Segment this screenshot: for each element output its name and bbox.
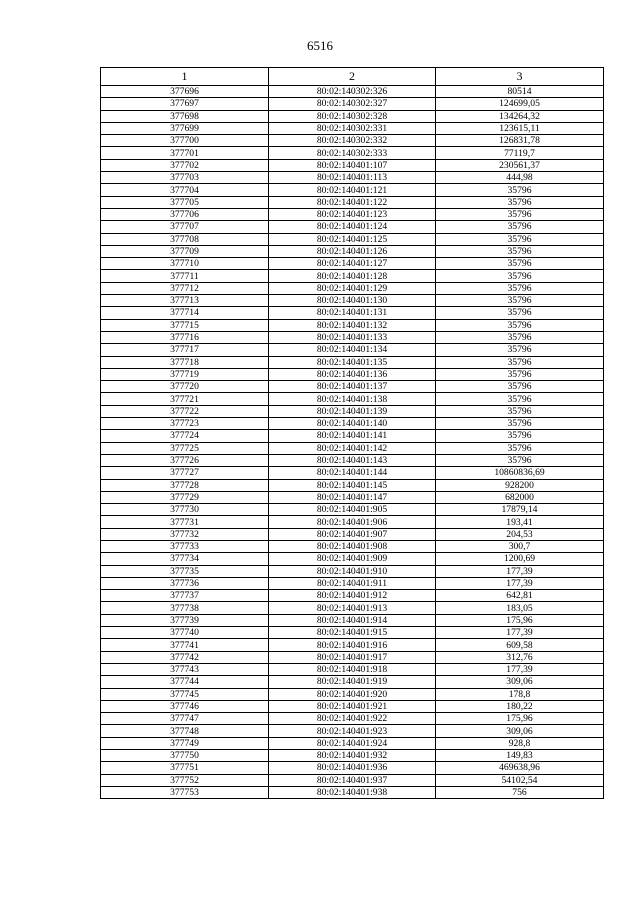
table-row	[101, 319, 604, 331]
table-row	[101, 602, 604, 614]
value-cell: 928,8	[436, 737, 604, 749]
value-cell: 444,98	[436, 172, 604, 184]
data-table	[100, 67, 604, 799]
cadastral-number-cell: 80:02:140401:921	[269, 700, 436, 712]
row-number-cell: 377697	[101, 98, 269, 110]
cadastral-number-cell: 80:02:140401:141	[269, 430, 436, 442]
row-number-cell: 377740	[101, 627, 269, 639]
table-row	[101, 147, 604, 159]
row-number-cell: 377729	[101, 491, 269, 503]
cadastral-number-cell: 80:02:140302:327	[269, 98, 436, 110]
cadastral-number-cell: 80:02:140401:134	[269, 344, 436, 356]
table-row	[101, 565, 604, 577]
row-number-cell: 377710	[101, 258, 269, 270]
table-row	[101, 86, 604, 98]
row-number-cell: 377707	[101, 221, 269, 233]
value-cell: 35796	[436, 295, 604, 307]
cadastral-number-cell: 80:02:140401:932	[269, 750, 436, 762]
value-cell: 35796	[436, 356, 604, 368]
table-row	[101, 639, 604, 651]
value-cell: 682000	[436, 491, 604, 503]
row-number-cell: 377752	[101, 774, 269, 786]
cadastral-number-cell: 80:02:140401:143	[269, 454, 436, 466]
value-cell: 183,05	[436, 602, 604, 614]
cadastral-number-cell: 80:02:140401:909	[269, 553, 436, 565]
cadastral-number-cell: 80:02:140401:130	[269, 295, 436, 307]
row-number-cell: 377708	[101, 233, 269, 245]
row-number-cell: 377732	[101, 528, 269, 540]
row-number-cell: 377717	[101, 344, 269, 356]
cadastral-number-cell: 80:02:140401:127	[269, 258, 436, 270]
table-row	[101, 307, 604, 319]
table-header-row	[101, 68, 604, 86]
value-cell: 469638,96	[436, 762, 604, 774]
cadastral-number-cell: 80:02:140401:107	[269, 159, 436, 171]
table-row	[101, 430, 604, 442]
table-row	[101, 110, 604, 122]
value-cell: 177,39	[436, 565, 604, 577]
cadastral-number-cell: 80:02:140401:907	[269, 528, 436, 540]
table-row	[101, 356, 604, 368]
value-cell: 928200	[436, 479, 604, 491]
cadastral-number-cell: 80:02:140401:910	[269, 565, 436, 577]
value-cell: 54102,54	[436, 774, 604, 786]
cadastral-number-cell: 80:02:140401:136	[269, 368, 436, 380]
table-row	[101, 540, 604, 552]
cadastral-number-cell: 80:02:140401:924	[269, 737, 436, 749]
value-cell: 175,96	[436, 713, 604, 725]
row-number-cell: 377733	[101, 540, 269, 552]
row-number-cell: 377746	[101, 700, 269, 712]
table-row	[101, 688, 604, 700]
table-row	[101, 368, 604, 380]
cadastral-number-cell: 80:02:140401:919	[269, 676, 436, 688]
value-cell: 35796	[436, 221, 604, 233]
value-cell: 609,58	[436, 639, 604, 651]
cadastral-number-cell: 80:02:140401:911	[269, 577, 436, 589]
table-row	[101, 184, 604, 196]
row-number-cell: 377716	[101, 331, 269, 343]
row-number-cell: 377739	[101, 614, 269, 626]
table-row	[101, 590, 604, 602]
cadastral-number-cell: 80:02:140401:917	[269, 651, 436, 663]
table-row	[101, 454, 604, 466]
row-number-cell: 377750	[101, 750, 269, 762]
value-cell: 35796	[436, 208, 604, 220]
table-row	[101, 479, 604, 491]
value-cell: 35796	[436, 184, 604, 196]
value-cell: 77119,7	[436, 147, 604, 159]
row-number-cell: 377709	[101, 245, 269, 257]
value-cell: 204,53	[436, 528, 604, 540]
page-number: 6516	[307, 38, 333, 53]
row-number-cell: 377726	[101, 454, 269, 466]
value-cell: 35796	[436, 245, 604, 257]
row-number-cell: 377743	[101, 663, 269, 675]
column-header-1: 1	[101, 68, 269, 86]
table-row	[101, 528, 604, 540]
value-cell: 177,39	[436, 577, 604, 589]
value-cell: 17879,14	[436, 504, 604, 516]
row-number-cell: 377731	[101, 516, 269, 528]
row-number-cell: 377742	[101, 651, 269, 663]
cadastral-number-cell: 80:02:140401:916	[269, 639, 436, 651]
cadastral-number-cell: 80:02:140401:132	[269, 319, 436, 331]
value-cell: 80514	[436, 86, 604, 98]
table-row	[101, 516, 604, 528]
value-cell: 123615,11	[436, 122, 604, 134]
cadastral-number-cell: 80:02:140401:915	[269, 627, 436, 639]
value-cell: 35796	[436, 282, 604, 294]
table-row	[101, 786, 604, 798]
column-header-2: 2	[269, 68, 436, 86]
row-number-cell: 377701	[101, 147, 269, 159]
cadastral-number-cell: 80:02:140401:922	[269, 713, 436, 725]
table-row	[101, 577, 604, 589]
value-cell: 124699,05	[436, 98, 604, 110]
row-number-cell: 377741	[101, 639, 269, 651]
table-row	[101, 774, 604, 786]
value-cell: 35796	[436, 319, 604, 331]
row-number-cell: 377713	[101, 295, 269, 307]
cadastral-number-cell: 80:02:140401:142	[269, 442, 436, 454]
row-number-cell: 377715	[101, 319, 269, 331]
value-cell: 126831,78	[436, 135, 604, 147]
cadastral-number-cell: 80:02:140401:937	[269, 774, 436, 786]
value-cell: 177,39	[436, 627, 604, 639]
value-cell: 177,39	[436, 663, 604, 675]
row-number-cell: 377718	[101, 356, 269, 368]
cadastral-number-cell: 80:02:140401:121	[269, 184, 436, 196]
table-row	[101, 258, 604, 270]
value-cell: 35796	[436, 405, 604, 417]
table-row	[101, 159, 604, 171]
row-number-cell: 377728	[101, 479, 269, 491]
table-row	[101, 245, 604, 257]
value-cell: 35796	[436, 381, 604, 393]
table-row	[101, 737, 604, 749]
value-cell: 35796	[436, 258, 604, 270]
value-cell: 175,96	[436, 614, 604, 626]
cadastral-number-cell: 80:02:140401:138	[269, 393, 436, 405]
value-cell: 312,76	[436, 651, 604, 663]
row-number-cell: 377696	[101, 86, 269, 98]
row-number-cell: 377711	[101, 270, 269, 282]
table-row	[101, 663, 604, 675]
row-number-cell: 377735	[101, 565, 269, 577]
row-number-cell: 377703	[101, 172, 269, 184]
cadastral-number-cell: 80:02:140401:126	[269, 245, 436, 257]
row-number-cell: 377734	[101, 553, 269, 565]
value-cell: 35796	[436, 270, 604, 282]
row-number-cell: 377753	[101, 786, 269, 798]
cadastral-number-cell: 80:02:140302:326	[269, 86, 436, 98]
row-number-cell: 377712	[101, 282, 269, 294]
cadastral-number-cell: 80:02:140401:914	[269, 614, 436, 626]
table-row	[101, 98, 604, 110]
value-cell: 35796	[436, 307, 604, 319]
cadastral-number-cell: 80:02:140302:332	[269, 135, 436, 147]
table-row	[101, 553, 604, 565]
cadastral-number-cell: 80:02:140302:331	[269, 122, 436, 134]
value-cell: 134264,32	[436, 110, 604, 122]
table-row	[101, 442, 604, 454]
table-row	[101, 700, 604, 712]
table-row	[101, 270, 604, 282]
cadastral-number-cell: 80:02:140401:122	[269, 196, 436, 208]
value-cell: 35796	[436, 368, 604, 380]
table-row	[101, 282, 604, 294]
table-row	[101, 750, 604, 762]
row-number-cell: 377724	[101, 430, 269, 442]
cadastral-number-cell: 80:02:140401:913	[269, 602, 436, 614]
row-number-cell: 377702	[101, 159, 269, 171]
value-cell: 10860836,69	[436, 467, 604, 479]
value-cell: 1200,69	[436, 553, 604, 565]
value-cell: 35796	[436, 418, 604, 430]
row-number-cell: 377704	[101, 184, 269, 196]
table-body	[101, 86, 604, 799]
cadastral-number-cell: 80:02:140401:139	[269, 405, 436, 417]
cadastral-number-cell: 80:02:140401:137	[269, 381, 436, 393]
row-number-cell: 377745	[101, 688, 269, 700]
table-row	[101, 651, 604, 663]
row-number-cell: 377719	[101, 368, 269, 380]
cadastral-number-cell: 80:02:140401:908	[269, 540, 436, 552]
value-cell: 193,41	[436, 516, 604, 528]
row-number-cell: 377736	[101, 577, 269, 589]
table-row	[101, 713, 604, 725]
value-cell: 35796	[436, 196, 604, 208]
cadastral-number-cell: 80:02:140401:140	[269, 418, 436, 430]
value-cell: 300,7	[436, 540, 604, 552]
table-row	[101, 467, 604, 479]
cadastral-number-cell: 80:02:140302:333	[269, 147, 436, 159]
table-row	[101, 405, 604, 417]
value-cell: 178,8	[436, 688, 604, 700]
table-row	[101, 122, 604, 134]
column-header-3: 3	[436, 68, 604, 86]
table-row	[101, 676, 604, 688]
row-number-cell: 377730	[101, 504, 269, 516]
row-number-cell: 377723	[101, 418, 269, 430]
cadastral-number-cell: 80:02:140401:135	[269, 356, 436, 368]
value-cell: 35796	[436, 442, 604, 454]
value-cell: 309,06	[436, 676, 604, 688]
cadastral-number-cell: 80:02:140401:131	[269, 307, 436, 319]
row-number-cell: 377749	[101, 737, 269, 749]
table-row	[101, 504, 604, 516]
table-row	[101, 295, 604, 307]
row-number-cell: 377722	[101, 405, 269, 417]
table-row	[101, 196, 604, 208]
row-number-cell: 377744	[101, 676, 269, 688]
value-cell: 756	[436, 786, 604, 798]
table-row	[101, 331, 604, 343]
value-cell: 309,06	[436, 725, 604, 737]
row-number-cell: 377737	[101, 590, 269, 602]
cadastral-number-cell: 80:02:140401:905	[269, 504, 436, 516]
value-cell: 35796	[436, 430, 604, 442]
table-row	[101, 233, 604, 245]
cadastral-number-cell: 80:02:140401:147	[269, 491, 436, 503]
cadastral-number-cell: 80:02:140401:129	[269, 282, 436, 294]
row-number-cell: 377748	[101, 725, 269, 737]
table-row	[101, 418, 604, 430]
cadastral-number-cell: 80:02:140401:923	[269, 725, 436, 737]
table-row	[101, 627, 604, 639]
value-cell: 35796	[436, 344, 604, 356]
cadastral-number-cell: 80:02:140302:328	[269, 110, 436, 122]
table-row	[101, 491, 604, 503]
cadastral-number-cell: 80:02:140401:936	[269, 762, 436, 774]
cadastral-number-cell: 80:02:140401:144	[269, 467, 436, 479]
cadastral-number-cell: 80:02:140401:938	[269, 786, 436, 798]
row-number-cell: 377747	[101, 713, 269, 725]
cadastral-number-cell: 80:02:140401:124	[269, 221, 436, 233]
value-cell: 35796	[436, 393, 604, 405]
value-cell: 149,83	[436, 750, 604, 762]
table-row	[101, 172, 604, 184]
cadastral-number-cell: 80:02:140401:133	[269, 331, 436, 343]
row-number-cell: 377751	[101, 762, 269, 774]
row-number-cell: 377714	[101, 307, 269, 319]
row-number-cell: 377725	[101, 442, 269, 454]
value-cell: 642,81	[436, 590, 604, 602]
table-row	[101, 762, 604, 774]
value-cell: 35796	[436, 331, 604, 343]
row-number-cell: 377698	[101, 110, 269, 122]
value-cell: 180,22	[436, 700, 604, 712]
table-row	[101, 344, 604, 356]
table-row	[101, 614, 604, 626]
cadastral-number-cell: 80:02:140401:123	[269, 208, 436, 220]
cadastral-number-cell: 80:02:140401:128	[269, 270, 436, 282]
row-number-cell: 377738	[101, 602, 269, 614]
table-row	[101, 381, 604, 393]
row-number-cell: 377699	[101, 122, 269, 134]
cadastral-number-cell: 80:02:140401:113	[269, 172, 436, 184]
row-number-cell: 377706	[101, 208, 269, 220]
row-number-cell: 377727	[101, 467, 269, 479]
cadastral-number-cell: 80:02:140401:918	[269, 663, 436, 675]
cadastral-number-cell: 80:02:140401:145	[269, 479, 436, 491]
value-cell: 35796	[436, 233, 604, 245]
cadastral-number-cell: 80:02:140401:906	[269, 516, 436, 528]
cadastral-number-cell: 80:02:140401:912	[269, 590, 436, 602]
value-cell: 230561,37	[436, 159, 604, 171]
table-row	[101, 393, 604, 405]
table-row	[101, 725, 604, 737]
row-number-cell: 377720	[101, 381, 269, 393]
row-number-cell: 377721	[101, 393, 269, 405]
table-row	[101, 135, 604, 147]
row-number-cell: 377700	[101, 135, 269, 147]
table-row	[101, 208, 604, 220]
cadastral-number-cell: 80:02:140401:125	[269, 233, 436, 245]
cadastral-number-cell: 80:02:140401:920	[269, 688, 436, 700]
value-cell: 35796	[436, 454, 604, 466]
row-number-cell: 377705	[101, 196, 269, 208]
table-row	[101, 221, 604, 233]
